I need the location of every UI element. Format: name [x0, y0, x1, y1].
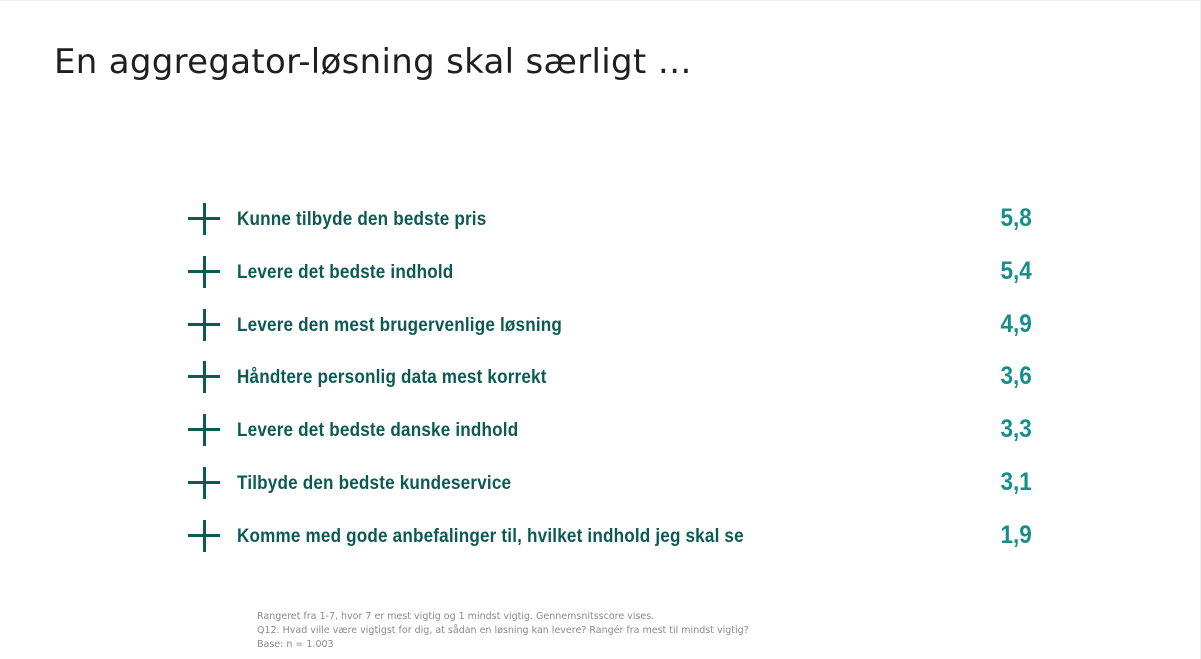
plus-icon: [188, 203, 220, 235]
plus-icon: [188, 467, 220, 499]
ranking-row: [186, 518, 1036, 558]
ranking-label: Tilbyde den bedste kundeservice: [237, 473, 512, 494]
ranking-value: 5,8: [1000, 204, 1032, 232]
ranking-value: 5,4: [1000, 257, 1032, 285]
ranking-value: 3,6: [1000, 362, 1032, 390]
ranking-row: [186, 201, 1036, 241]
ranking-value: 3,1: [1000, 468, 1032, 496]
footnote: [257, 610, 749, 652]
ranking-value: 1,9: [1000, 521, 1032, 549]
ranking-row: [186, 465, 1036, 505]
page-title: En aggregator-løsning skal særligt …: [54, 42, 692, 82]
ranking-label: Levere det bedste danske indhold: [237, 420, 519, 441]
ranking-row: [186, 412, 1036, 452]
ranking-row: [186, 359, 1036, 399]
ranking-row: [186, 254, 1036, 294]
footnote-question: Q12. Hvad ville være vigtigst for dig, at sådan en løsning kan levere? Rangér fra mest til mindst vigtig?: [257, 625, 749, 636]
footnote-base: Base: n = 1.003: [257, 639, 334, 650]
plus-icon: [188, 256, 220, 288]
plus-icon: [188, 361, 220, 393]
ranking-value: 4,9: [1000, 310, 1032, 338]
ranking-row: [186, 307, 1036, 347]
ranking-label: Komme med gode anbefalinger til, hvilket indhold jeg skal se: [237, 526, 744, 547]
ranking-label: Håndtere personlig data mest korrekt: [237, 367, 547, 388]
ranking-label: Kunne tilbyde den bedste pris: [237, 209, 487, 230]
ranking-label: Levere den mest brugervenlige løsning: [237, 315, 562, 336]
ranking-label: Levere det bedste indhold: [237, 262, 454, 283]
ranking-value: 3,3: [1000, 415, 1032, 443]
footnote-scale-note: Rangeret fra 1-7, hvor 7 er mest vigtig og 1 mindst vigtig. Gennemsnitsscore vises.: [257, 611, 655, 622]
plus-icon: [188, 309, 220, 341]
plus-icon: [188, 414, 220, 446]
plus-icon: [188, 520, 220, 552]
